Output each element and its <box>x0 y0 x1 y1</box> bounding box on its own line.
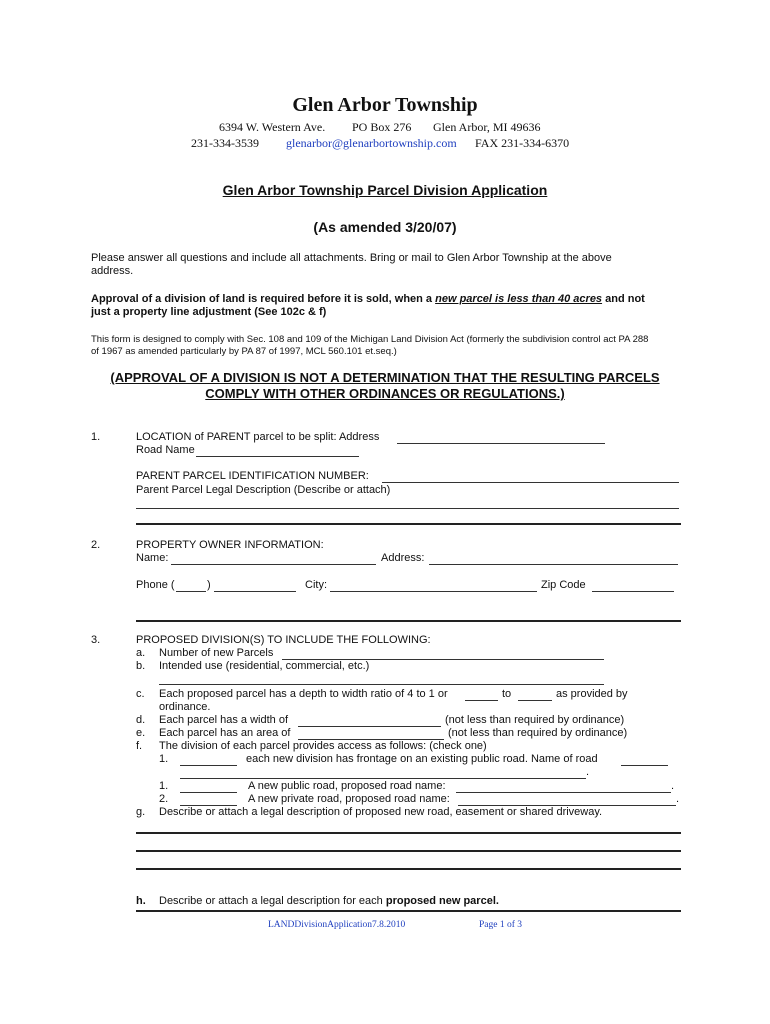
access-option-public-label: 1. <box>159 780 169 792</box>
footer-page-number: Page 1 of 3 <box>479 920 523 930</box>
item-g-text: Describe or attach a legal description of proposed new road, easement or shared driveway. <box>159 806 603 818</box>
section1-number: 1. <box>91 431 101 443</box>
owner-name-field[interactable] <box>171 564 376 565</box>
notice-line2: COMPLY WITH OTHER ORDINANCES OR REGULATIONS.) <box>205 386 565 401</box>
approval-text-line2: just a property line adjustment (See 102c & f) <box>91 306 327 318</box>
notice-line1: (APPROVAL OF A DIVISION IS NOT A DETERMINATION THAT THE RESULTING PARCELS <box>110 370 660 385</box>
item-f-label: f. <box>136 740 143 752</box>
footer-divider <box>136 910 681 912</box>
section3-number: 3. <box>91 634 101 646</box>
amended-date: (As amended 3/20/07) <box>313 219 457 235</box>
access-option-existing-check[interactable] <box>180 765 237 766</box>
address-city: Glen Arbor, MI 49636 <box>433 120 541 134</box>
public-road-period: . <box>671 780 675 792</box>
owner-info-heading: PROPERTY OWNER INFORMATION: <box>136 539 324 551</box>
item-d-label: d. <box>136 714 146 726</box>
intro-text-line2: address. <box>91 265 134 277</box>
access-option-private-label: 2. <box>159 793 169 805</box>
parent-id-label: PARENT PARCEL IDENTIFICATION NUMBER: <box>136 470 369 482</box>
compliance-text-line2: of 1967 as amended particularly by PA 87 of 1997, MCL 560.101 et.seq.) <box>91 346 397 357</box>
road-description-line3[interactable] <box>136 868 681 870</box>
legal-desc-label: Parent Parcel Legal Description (Describe or attach) <box>136 484 391 496</box>
header-email-link[interactable]: glenarbor@glenarbortownship.com <box>286 136 457 150</box>
private-road-period: . <box>676 793 680 805</box>
township-title: Glen Arbor Township <box>292 94 478 116</box>
existing-road-period: . <box>586 766 590 778</box>
item-b-text: Intended use (residential, commercial, etc.) <box>159 660 370 672</box>
ratio-field-1[interactable] <box>465 700 498 701</box>
item-f-text: The division of each parcel provides access as follows: (check one) <box>159 740 487 752</box>
owner-city-label: City: <box>305 579 327 591</box>
compliance-text-line1: This form is designed to comply with Sec. 108 and 109 of the Michigan Land Division Act (formerly the subdivision control act PA 288 <box>91 334 649 345</box>
approval-text-a: Approval of a division of land is required before it is sold, when a <box>91 293 436 305</box>
owner-address-field[interactable] <box>429 564 678 565</box>
access-option-private-text: A new private road, proposed road name: <box>248 793 450 805</box>
legal-desc-line1[interactable] <box>136 508 679 509</box>
parent-location-label: LOCATION of PARENT parcel to be split: Address <box>136 431 380 443</box>
item-a-text: Number of new Parcels <box>159 647 274 659</box>
owner-phone-close: ) <box>207 579 211 591</box>
owner-phone-label: Phone ( <box>136 579 175 591</box>
item-d-suffix: (not less than required by ordinance) <box>445 714 625 726</box>
item-c-text-a: Each proposed parcel has a depth to width ratio of 4 to 1 or <box>159 688 448 700</box>
item-e-label: e. <box>136 727 146 739</box>
existing-road-name-field[interactable] <box>621 765 668 766</box>
footer-filename: LANDDivisionApplication7.8.2010 <box>268 920 406 930</box>
owner-zip-field[interactable] <box>592 591 674 592</box>
owner-phone-field[interactable] <box>214 591 296 592</box>
parcel-width-field[interactable] <box>298 726 441 727</box>
access-option-public-text: A new public road, proposed road name: <box>248 780 446 792</box>
item-h-text <box>159 895 499 907</box>
address-pobox: PO Box 276 <box>352 120 412 134</box>
existing-road-name-field-line2[interactable] <box>180 778 586 779</box>
owner-address-label: Address: <box>381 552 425 564</box>
parent-address-field[interactable] <box>397 443 605 444</box>
item-h-label: h. <box>136 895 146 907</box>
item-h-text-plain: Describe or attach a legal description for each <box>159 895 386 907</box>
item-c-text-c: as provided by <box>556 688 628 700</box>
public-road-name-field[interactable] <box>456 792 671 793</box>
intended-use-field[interactable] <box>159 684 604 685</box>
parent-id-field[interactable] <box>382 482 679 483</box>
item-c-text-b: to <box>502 688 512 700</box>
item-d-text: Each parcel has a width of <box>159 714 289 726</box>
item-a-label: a. <box>136 647 146 659</box>
owner-zip-label: Zip Code <box>541 579 586 591</box>
legal-desc-line2[interactable] <box>136 523 681 525</box>
section2-number: 2. <box>91 539 101 551</box>
access-option-existing-label: 1. <box>159 753 169 765</box>
proposed-division-heading: PROPOSED DIVISION(S) TO INCLUDE THE FOLLOWING: <box>136 634 431 646</box>
header-phone: 231-334-3539 <box>191 136 259 150</box>
owner-city-field[interactable] <box>330 591 537 592</box>
item-e-suffix: (not less than required by ordinance) <box>448 727 628 739</box>
approval-text <box>91 293 645 305</box>
header-fax: FAX 231-334-6370 <box>475 136 570 150</box>
owner-name-label: Name: <box>136 552 169 564</box>
section2-divider <box>136 620 681 622</box>
item-h-text-bold: proposed new parcel. <box>385 895 499 907</box>
intro-text-line1: Please answer all questions and include all attachments. Bring or mail to Glen Arbor Township at the above <box>91 252 612 264</box>
item-g-label: g. <box>136 806 146 818</box>
road-name-field[interactable] <box>196 456 359 457</box>
access-option-public-check[interactable] <box>180 792 237 793</box>
road-description-line1[interactable] <box>136 832 681 834</box>
owner-phone-area-field[interactable] <box>176 591 206 592</box>
item-e-text: Each parcel has an area of <box>159 727 291 739</box>
approval-text-emphasis: new parcel is less than 40 acres <box>435 293 603 305</box>
item-c-label: c. <box>136 688 145 700</box>
ratio-field-2[interactable] <box>518 700 552 701</box>
approval-text-c: and not <box>602 293 645 305</box>
address-street: 6394 W. Western Ave. <box>219 120 326 134</box>
access-option-existing-text: each new division has frontage on an existing public road. Name of road <box>246 753 598 765</box>
item-c-text-line2: ordinance. <box>159 701 211 713</box>
item-b-label: b. <box>136 660 146 672</box>
road-name-label: Road Name <box>136 444 195 456</box>
form-title: Glen Arbor Township Parcel Division Application <box>222 182 548 198</box>
road-description-line2[interactable] <box>136 850 681 852</box>
